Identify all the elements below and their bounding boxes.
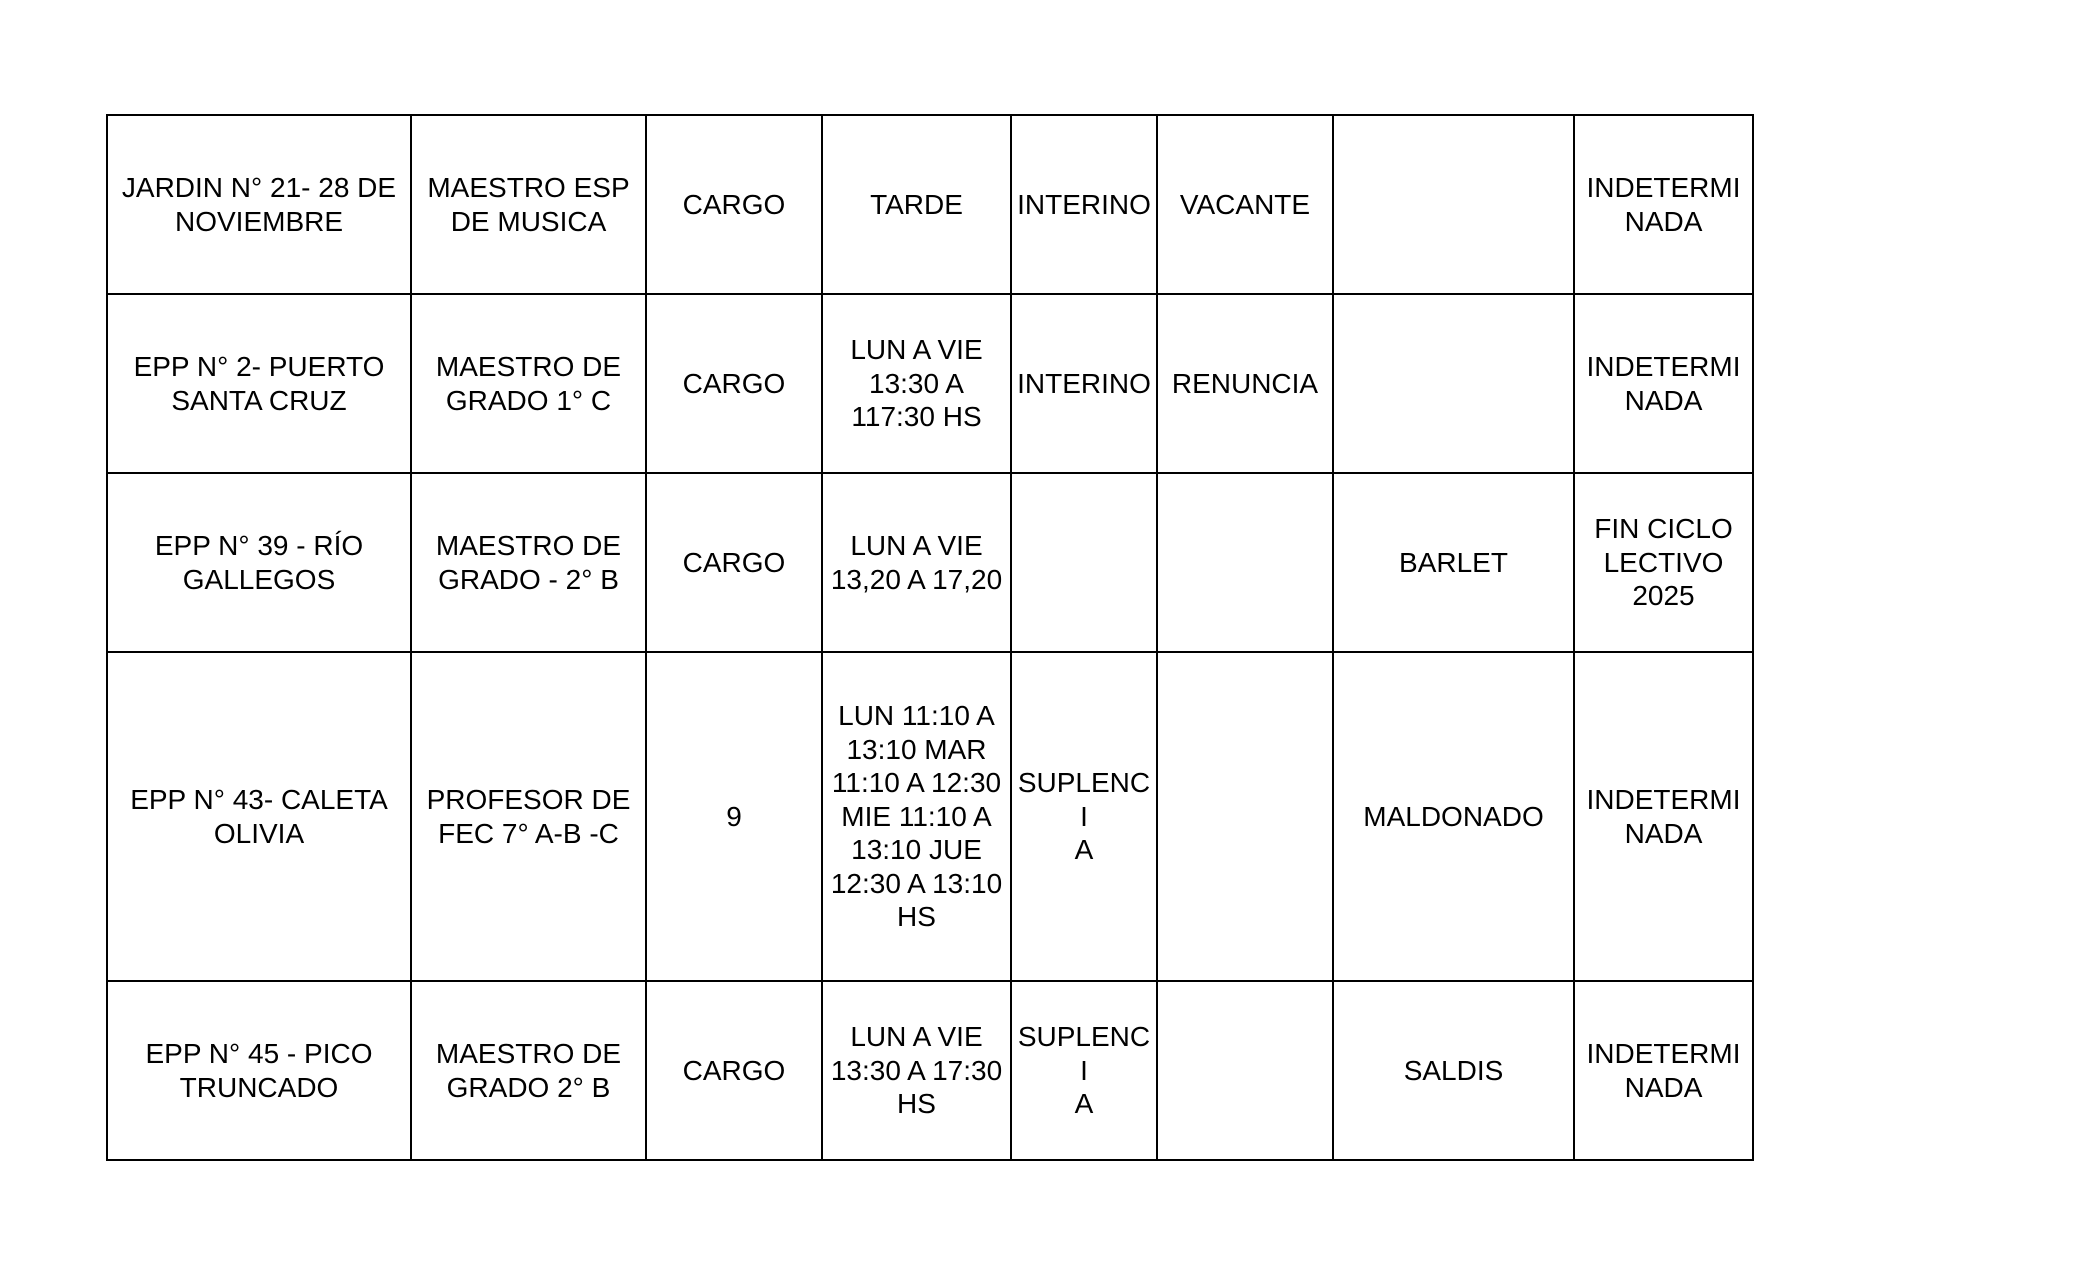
cell-cargo: MAESTRO DE GRADO - 2° B <box>411 473 646 652</box>
table-row <box>107 294 1753 473</box>
cell-horario: LUN 11:10 A 13:10 MAR 11:10 A 12:30 MIE 11:10 A 13:10 JUE 12:30 A 13:10 HS <box>822 652 1011 981</box>
cell-motivo: RENUNCIA <box>1157 294 1333 473</box>
cell-situacion: SUPLENCI A <box>1011 652 1157 981</box>
cell-docente: MALDONADO <box>1333 652 1574 981</box>
cell-motivo <box>1157 981 1333 1160</box>
cell-situacion: INTERINO <box>1011 115 1157 294</box>
table-row <box>107 981 1753 1160</box>
cell-docente <box>1333 294 1574 473</box>
cell-tipo: CARGO <box>646 115 822 294</box>
cell-motivo <box>1157 652 1333 981</box>
cell-duracion: INDETERMI NADA <box>1574 294 1753 473</box>
cell-situacion: INTERINO <box>1011 294 1157 473</box>
cell-docente <box>1333 115 1574 294</box>
cell-situacion <box>1011 473 1157 652</box>
cell-duracion: INDETERMI NADA <box>1574 652 1753 981</box>
table-row <box>107 473 1753 652</box>
table-row <box>107 652 1753 981</box>
cell-duracion: FIN CICLO LECTIVO 2025 <box>1574 473 1753 652</box>
cell-cargo: MAESTRO DE GRADO 1° C <box>411 294 646 473</box>
cell-duracion: INDETERMI NADA <box>1574 115 1753 294</box>
cell-tipo: CARGO <box>646 294 822 473</box>
cell-escuela: JARDIN N° 21- 28 DE NOVIEMBRE <box>107 115 411 294</box>
cell-escuela: EPP N° 2- PUERTO SANTA CRUZ <box>107 294 411 473</box>
cell-horario: LUN A VIE 13:30 A 17:30 HS <box>822 981 1011 1160</box>
cell-tipo: CARGO <box>646 473 822 652</box>
cell-duracion: INDETERMI NADA <box>1574 981 1753 1160</box>
cell-tipo: CARGO <box>646 981 822 1160</box>
cell-horario: LUN A VIE 13,20 A 17,20 <box>822 473 1011 652</box>
cell-tipo: 9 <box>646 652 822 981</box>
cell-docente: SALDIS <box>1333 981 1574 1160</box>
cell-situacion: SUPLENCI A <box>1011 981 1157 1160</box>
cell-cargo: MAESTRO ESP DE MUSICA <box>411 115 646 294</box>
vacancy-table <box>106 114 1754 1161</box>
cell-horario: LUN A VIE 13:30 A 117:30 HS <box>822 294 1011 473</box>
cell-motivo <box>1157 473 1333 652</box>
cell-escuela: EPP N° 43- CALETA OLIVIA <box>107 652 411 981</box>
cell-docente: BARLET <box>1333 473 1574 652</box>
cell-motivo: VACANTE <box>1157 115 1333 294</box>
table-row <box>107 115 1753 294</box>
cell-cargo: MAESTRO DE GRADO 2° B <box>411 981 646 1160</box>
cell-escuela: EPP N° 45 - PICO TRUNCADO <box>107 981 411 1160</box>
cell-cargo: PROFESOR DE FEC 7° A-B -C <box>411 652 646 981</box>
cell-escuela: EPP N° 39 - RÍO GALLEGOS <box>107 473 411 652</box>
cell-horario: TARDE <box>822 115 1011 294</box>
